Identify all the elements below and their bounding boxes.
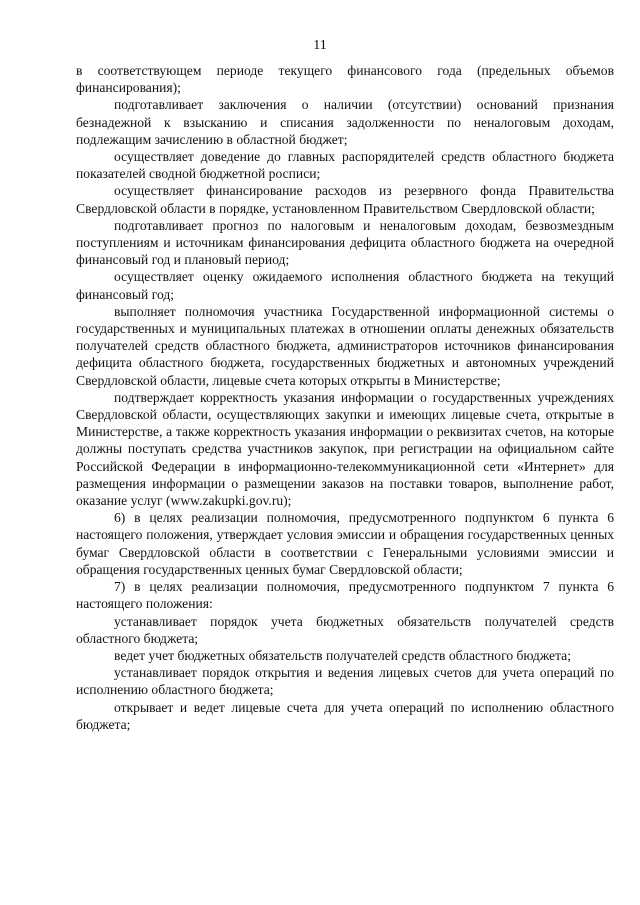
paragraph: устанавливает порядок открытия и ведения лицевых счетов для учета операций по исполнению областного бюджета; [76, 665, 614, 698]
paragraph: подготавливает заключения о наличии (отсутствии) оснований признания безнадежной к взысканию и списания задолженности по неналоговым доходам, подлежащим зачислению в областной бюджет; [76, 97, 614, 147]
paragraph: осуществляет доведение до главных распорядителей средств областного бюджета показателей сводной бюджетной росписи; [76, 149, 614, 182]
paragraph: подготавливает прогноз по налоговым и неналоговым доходам, безвозмездным поступлениям и источникам финансирования дефицита областного бюджета на очередной финансовый год и плановый период; [76, 217, 614, 268]
paragraph: ведет учет бюджетных обязательств получателей средств областного бюджета; [114, 647, 571, 663]
paragraph: подтверждает корректность указания информации о государственных учреждениях Свердловской области, осуществляющих закупки и имеющих лицевые счета, открытые в Министерстве, а также корректность указания информации о реквизитах счетов, на которые должны поступать средства участников закупок, при регистрации на официальном сайте Российской Федерации в информационно-телекоммуникационной сети «Интернет» для размещения информации о размещении заказов на поставки товаров, выполнение работ, оказание услуг (www.zakupki.gov.ru); [76, 389, 614, 509]
paragraph: открывает и ведет лицевые счета для учета операций по исполнению областного бюджета; [76, 699, 614, 732]
paragraph: 6) в целях реализации полномочия, предусмотренного подпунктом 6 пункта 6 настоящего положения, утверждает условия эмиссии и обращения государственных ценных бумаг Свердловской области в соответствии с Генеральными условиями эмиссии и обращения государственных ценных бумаг Свердловской области; [76, 510, 614, 577]
paragraph: 7) в целях реализации полномочия, предусмотренного подпунктом 7 пункта 6 настоящего положения: [76, 579, 614, 612]
paragraph: в соответствующем периоде текущего финансового года (предельных объемов финансирования); [76, 63, 614, 96]
paragraph: выполняет полномочия участника Государственной информационной системы о государственных и муниципальных платежах в отношении оплаты денежных обязательств получателей средств областного бюджета, администраторов источников финансирования дефицита областного бюджета, государственных бюджетных и автономных учреждений Свердловской области, лицевые счета которых открыты в Министерстве; [76, 303, 614, 388]
paragraph: осуществляет финансирование расходов из резервного фонда Правительства Свердловской области в порядке, установленном Правительством Свердловской области; [76, 183, 614, 216]
paragraph: осуществляет оценку ожидаемого исполнения областного бюджета на текущий финансовый год; [76, 269, 614, 302]
page-number: 11 [313, 38, 327, 53]
document-body [76, 62, 614, 733]
paragraph: устанавливает порядок учета бюджетных обязательств получателей средств областного бюджета; [76, 613, 614, 646]
